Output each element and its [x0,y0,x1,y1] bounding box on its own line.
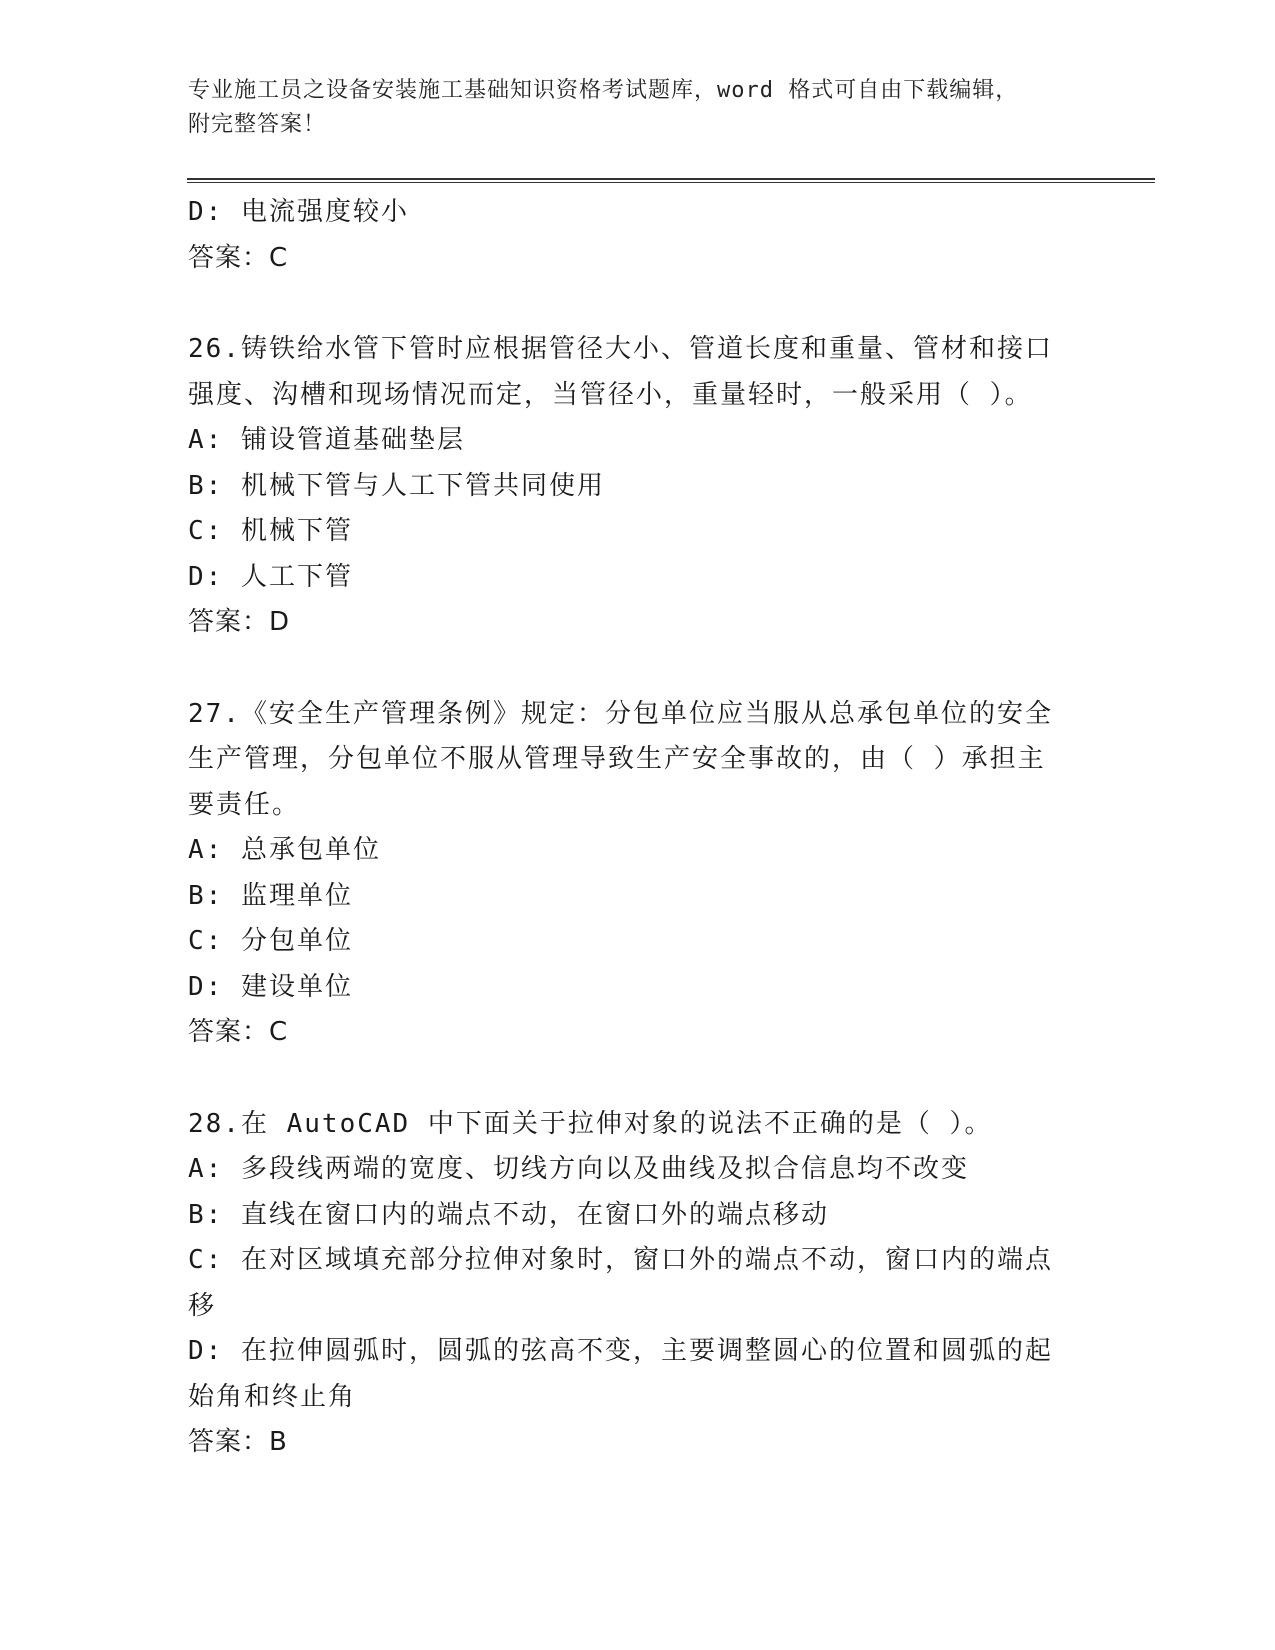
option-d: D: 人工下管 [188,561,353,592]
question-stem: 27.《安全生产管理条例》规定：分包单位应当服从总承包单位的安全 [188,698,1053,729]
option-b: B: 直线在窗口内的端点不动，在窗口外的端点移动 [188,1199,829,1230]
option-b: B: 机械下管与人工下管共同使用 [188,470,605,501]
question-27 [188,692,1088,1056]
page-header [188,74,1088,142]
option-c: C: 分包单位 [188,926,353,956]
header-line-1: 专业施工员之设备安装施工基础知识资格考试题库，word 格式可自由下载编辑， [188,78,1019,103]
question-28 [188,1102,1088,1466]
option-a: A: 铺设管道基础垫层 [188,425,465,455]
option-c: C: 机械下管 [188,516,353,546]
header-line-2: 附完整答案！ [188,112,327,137]
option-d-continued: 始角和终止角 [188,1381,357,1412]
answer-line: 答案：C [188,242,289,273]
question-stem: 要责任。 [188,789,301,820]
answer-line: 答案：B [188,1427,288,1457]
option-d: D: 电流强度较小 [188,197,409,227]
question-content [188,190,1088,1466]
question-stem: 26.铸铁给水管下管时应根据管径大小、管道长度和重量、管材和接口 [188,334,1053,364]
option-a: A: 总承包单位 [188,835,381,865]
spacer [188,281,1088,327]
question-26 [188,327,1088,646]
header-divider [187,178,1155,183]
previous-question-tail [188,190,1088,281]
question-stem: 生产管理，分包单位不服从管理导致生产安全事故的，由（ ）承担主 [188,744,1046,774]
spacer [188,1056,1088,1102]
question-stem: 强度、沟槽和现场情况而定，当管径小，重量轻时，一般采用（ ）。 [188,379,1033,410]
answer-line: 答案：D [188,607,291,637]
answer-line: 答案：C [188,1017,289,1047]
option-d: D: 在拉伸圆弧时，圆弧的弦高不变，主要调整圆心的位置和圆弧的起 [188,1336,1053,1366]
question-stem: 28.在 AutoCAD 中下面关于拉伸对象的说法不正确的是（ ）。 [188,1108,993,1139]
option-a: A: 多段线两端的宽度、切线方向以及曲线及拟合信息均不改变 [188,1154,969,1184]
option-c: C: 在对区域填充部分拉伸对象时，窗口外的端点不动，窗口内的端点 [188,1245,1053,1275]
spacer [188,646,1088,692]
option-c-continued: 移 [188,1290,217,1321]
option-b: B: 监理单位 [188,880,353,911]
option-d: D: 建设单位 [188,971,353,1002]
